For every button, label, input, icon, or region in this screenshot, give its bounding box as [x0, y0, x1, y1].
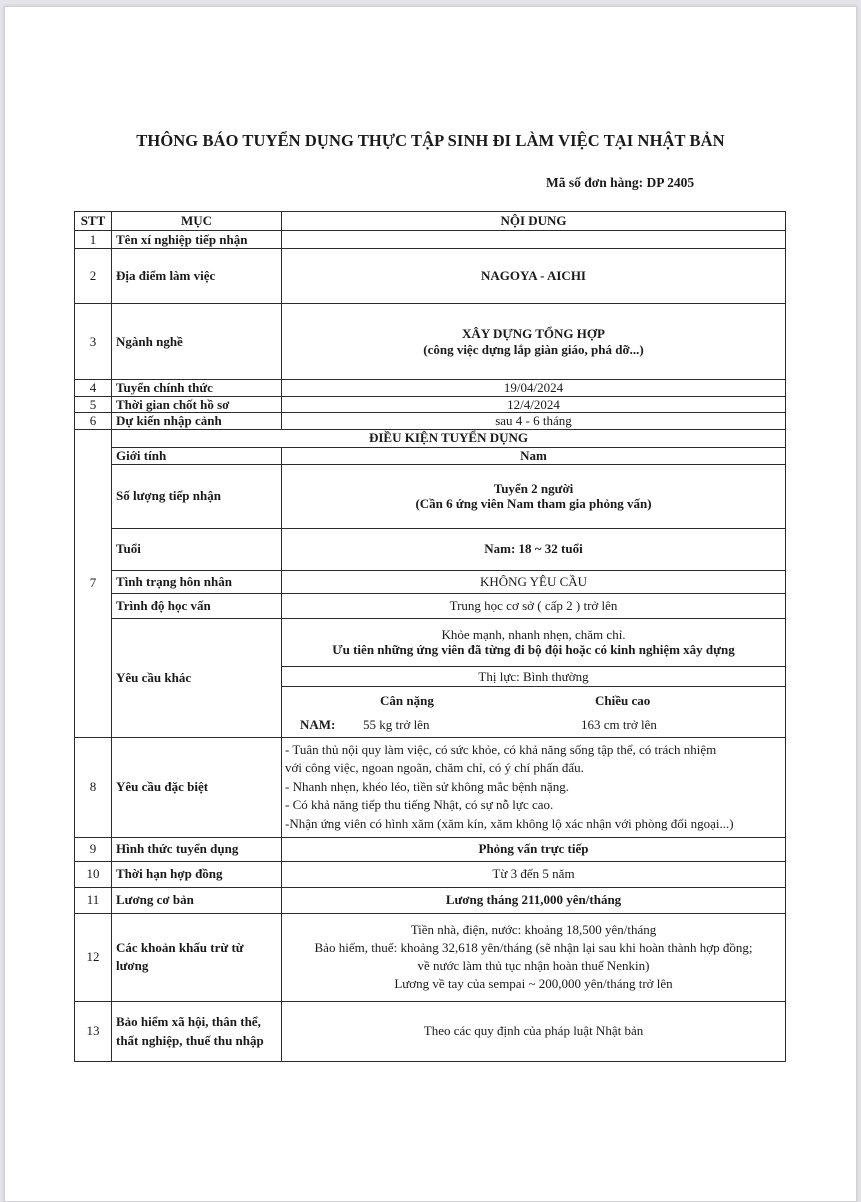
deduction-line: Lương về tay của sempai ~ 200,000 yên/tháng trở lên [394, 976, 673, 991]
row-label: Tên xí nghiệp tiếp nhận [112, 231, 282, 249]
deduction-line: Bảo hiểm, thuế: khoảng 32,618 yên/tháng (sẽ nhận lại sau khi hoàn thành hợp đồng; [314, 940, 753, 955]
table-row [75, 887, 786, 913]
table-row [75, 618, 786, 666]
row-value: sau 4 - 6 tháng [282, 413, 786, 430]
conditions-heading-row [75, 429, 786, 447]
row-value: NAGOYA - AICHI [282, 249, 786, 304]
special-line: - Nhanh nhẹn, khéo léo, tiền sử không mắc bệnh nặng. [285, 778, 569, 794]
quantity-label: Số lượng tiếp nhận [112, 464, 282, 528]
table-row [75, 837, 786, 861]
table-row [75, 464, 786, 528]
deduction-line: Tiền nhà, điện, nước: khoảng 18,500 yên/tháng [410, 922, 657, 937]
row-stt: 8 [75, 737, 112, 837]
table-row [75, 396, 786, 413]
gender-label: Giới tính [112, 447, 282, 464]
table-row [75, 737, 786, 837]
order-number: Mã số đơn hàng: DP 2405 [546, 175, 695, 190]
age-value: Nam: 18 ~ 32 tuổi [282, 528, 786, 570]
conditions-heading: ĐIỀU KIỆN TUYỂN DỤNG [112, 429, 786, 447]
row-label: Dự kiến nhập cảnh [112, 413, 282, 430]
quantity-main: Tuyển 2 người [493, 480, 574, 496]
special-line: - Tuân thủ nội quy làm việc, có sức khỏe, có khả năng sống tập thể, có trách nhiệm [285, 741, 717, 757]
row-stt: 7 [75, 429, 112, 737]
gender-value: Nam [282, 447, 786, 464]
other-label: Yêu cầu khác [112, 618, 282, 737]
table-row [75, 1001, 786, 1061]
occupation-title: XÂY DỰNG TỔNG HỢP [462, 326, 605, 341]
row-stt: 1 [75, 231, 112, 249]
deductions-value [282, 913, 786, 1001]
document-title: THÔNG BÁO TUYỂN DỤNG THỰC TẬP SINH ĐI LÀM VIỆC TẠI NHẬT BẢN [136, 131, 725, 150]
deductions-label: Các khoản khấu trừ từ lương [112, 913, 282, 1001]
other-value [282, 618, 786, 666]
table-row [75, 570, 786, 593]
row-stt: 5 [75, 396, 112, 413]
row-value: Từ 3 đến 5 năm [282, 861, 786, 887]
table-row [75, 413, 786, 430]
marital-value: KHÔNG YÊU CẦU [282, 570, 786, 593]
special-value [282, 737, 786, 837]
row-value: Phỏng vấn trực tiếp [282, 837, 786, 861]
table-row [75, 913, 786, 1001]
insurance-label: Bảo hiểm xã hội, thân thể, thất nghiệp, thuế thu nhập [112, 1001, 282, 1061]
row-label: Hình thức tuyển dụng [112, 837, 282, 861]
table-row [75, 861, 786, 887]
education-value: Trung học cơ sở ( cấp 2 ) trở lên [282, 593, 786, 618]
row-stt: 6 [75, 413, 112, 430]
height-value: 163 cm trở lên [581, 716, 657, 732]
marital-label: Tình trạng hôn nhân [112, 570, 282, 593]
row-label: Thời gian chốt hồ sơ [112, 396, 282, 413]
row-stt: 2 [75, 249, 112, 304]
other-line-2: Ưu tiên những ứng viên đã từng đi bộ đội hoặc có kinh nghiệm xây dựng [332, 642, 735, 657]
occupation-detail: (công việc dựng lắp giàn giáo, phá dỡ...) [423, 341, 644, 357]
row-stt: 9 [75, 837, 112, 861]
row-label: Địa điểm làm việc [112, 249, 282, 304]
quantity-value [282, 464, 786, 528]
physical-cell [282, 666, 786, 737]
quantity-note: (Cần 6 ứng viên Nam tham gia phỏng vấn) [415, 496, 652, 511]
row-label: Thời hạn hợp đồng [112, 861, 282, 887]
other-line-1: Khỏe mạnh, nhanh nhẹn, chăm chỉ. [441, 626, 626, 642]
height-header: Chiều cao [595, 692, 651, 708]
body-requirements [282, 687, 785, 737]
special-label: Yêu cầu đặc biệt [112, 737, 282, 837]
table-row [75, 380, 786, 397]
row-value [282, 231, 786, 249]
row-stt: 10 [75, 861, 112, 887]
age-label: Tuổi [112, 528, 282, 570]
row-value: 19/04/2024 [282, 380, 786, 397]
row-stt: 4 [75, 380, 112, 397]
table-row [75, 447, 786, 464]
table-row [75, 304, 786, 380]
special-line: với công việc, ngoan ngoãn, chăm chỉ, có ý chí phấn đấu. [285, 760, 584, 776]
row-label: Ngành nghề [112, 304, 282, 380]
row-label: Tuyển chính thức [112, 380, 282, 397]
gender-nam-label: NAM: [300, 716, 336, 732]
row-label: Lương cơ bản [112, 887, 282, 913]
insurance-value: Theo các quy định của pháp luật Nhật bản [282, 1001, 786, 1061]
table-row [75, 249, 786, 304]
vision-value: Thị lực: Bình thường [282, 667, 785, 687]
header-noi-dung: NỘI DUNG [282, 212, 786, 231]
special-line: - Có khả năng tiếp thu tiếng Nhật, có sự nỗ lực cao. [285, 797, 554, 813]
table-header-row [75, 212, 786, 231]
special-line: -Nhận ứng viên có hình xăm (xăm kín, xăm không lộ xác nhận với phòng đối ngoại...) [285, 815, 734, 831]
row-stt: 13 [75, 1001, 112, 1061]
row-value: Lương tháng 211,000 yên/tháng [282, 887, 786, 913]
weight-header: Cân nặng [380, 692, 434, 708]
row-stt: 12 [75, 913, 112, 1001]
education-label: Trình độ học vấn [112, 593, 282, 618]
recruitment-table [74, 211, 786, 1062]
row-value: 12/4/2024 [282, 396, 786, 413]
row-stt: 3 [75, 304, 112, 380]
header-stt: STT [75, 212, 112, 231]
table-row [75, 528, 786, 570]
row-stt: 11 [75, 887, 112, 913]
weight-value: 55 kg trở lên [363, 716, 430, 732]
table-row [75, 231, 786, 249]
table-row [75, 593, 786, 618]
row-value [282, 304, 786, 380]
deduction-line: về nước làm thủ tục nhận hoàn thuế Nenkin) [417, 958, 650, 973]
header-muc: MỤC [112, 212, 282, 231]
